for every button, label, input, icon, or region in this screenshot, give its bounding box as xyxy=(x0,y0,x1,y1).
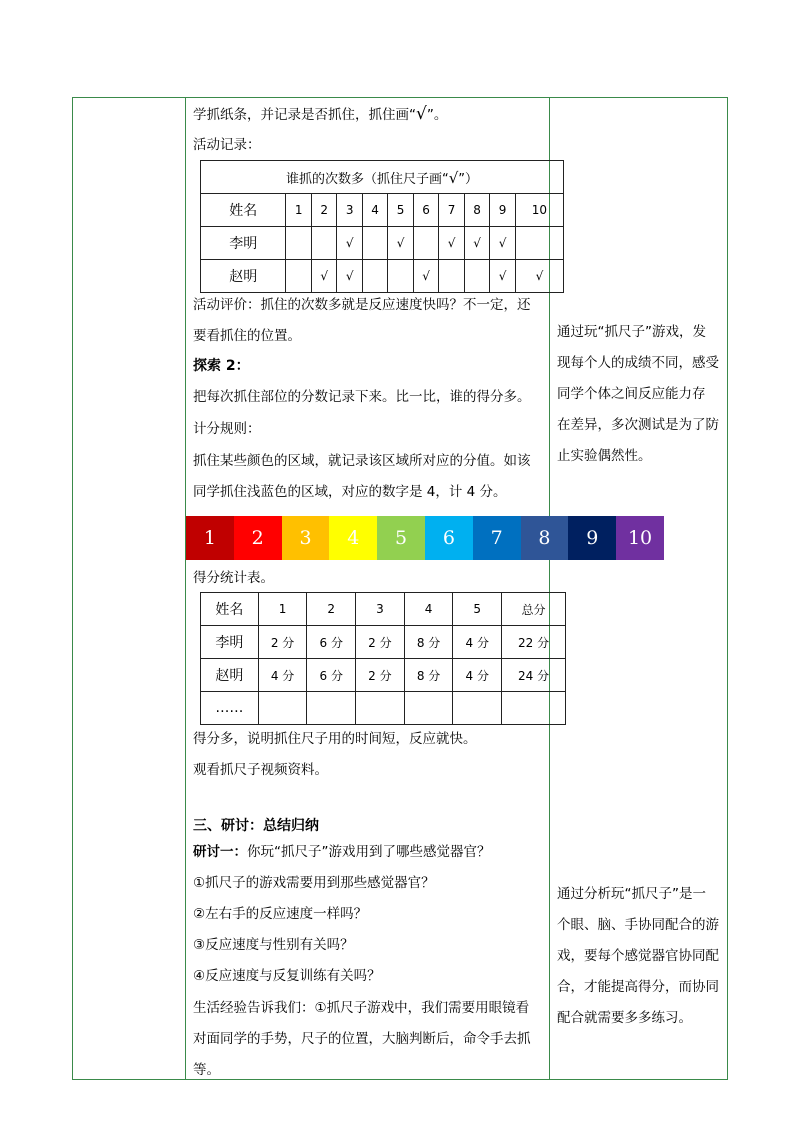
name-cell: 姓名 xyxy=(201,593,259,626)
record-cell: 8 xyxy=(464,194,490,227)
question-2: ②左右手的反应速度一样吗？ xyxy=(193,906,368,922)
score-cell: 1 xyxy=(258,593,307,626)
color-swatch-6: 6 xyxy=(425,516,473,560)
name-cell: 赵明 xyxy=(201,260,286,293)
life-experience-line1: 生活经验告诉我们：①抓尺子游戏中，我们需要用眼镜看 xyxy=(193,1000,530,1016)
record-cell xyxy=(286,260,311,293)
discussion1: 研讨一：你玩“抓尺子”游戏用到了哪些感觉器官？ xyxy=(193,844,491,860)
record-cell: √ xyxy=(490,260,516,293)
record-label: 活动记录： xyxy=(193,137,261,153)
score-cell: 2 分 xyxy=(356,659,405,692)
record-cell: √ xyxy=(515,260,563,293)
scoring-rule-label: 计分规则： xyxy=(193,421,261,437)
score-cell: 3 xyxy=(356,593,405,626)
record-cell: √ xyxy=(490,227,516,260)
record-cell: √ xyxy=(337,227,363,260)
record-cell xyxy=(413,227,439,260)
score-cell: 2 分 xyxy=(258,626,307,659)
intro-line: 学抓纸条，并记录是否抓住，抓住画“√”。 xyxy=(193,104,448,124)
score-cell: 6 分 xyxy=(307,626,356,659)
score-cell xyxy=(453,692,502,725)
score-cell: 8 分 xyxy=(404,626,453,659)
record-cell: √ xyxy=(439,227,465,260)
name-cell: 姓名 xyxy=(201,194,286,227)
score-table xyxy=(200,592,566,725)
record-cell: √ xyxy=(311,260,337,293)
score-cell: 4 分 xyxy=(453,626,502,659)
color-swatch-5: 5 xyxy=(377,516,425,560)
record-table-header xyxy=(201,194,564,227)
life-experience-line3: 等。 xyxy=(193,1062,220,1078)
score-cell: 4 分 xyxy=(258,659,307,692)
record-cell xyxy=(362,260,387,293)
color-swatch-2: 2 xyxy=(234,516,282,560)
score-cell: 2 xyxy=(307,593,356,626)
record-cell: 2 xyxy=(311,194,337,227)
side-note-2: 通过分析玩“抓尺子”是一 个眼、脑、手协同配合的游 戏，要每个感觉器官协同配 合，才能提高得分，而协同 配合就需要多多练习。 xyxy=(557,886,719,1026)
column-divider-left xyxy=(185,97,186,1080)
record-cell xyxy=(311,227,337,260)
score-cell: 24 分 xyxy=(502,659,566,692)
score-cell: 2 分 xyxy=(356,626,405,659)
record-cell xyxy=(362,227,387,260)
color-swatch-1: 1 xyxy=(186,516,234,560)
record-cell: √ xyxy=(388,227,414,260)
record-cell: 3 xyxy=(337,194,363,227)
record-cell: √ xyxy=(464,227,490,260)
score-table-row xyxy=(201,692,566,725)
score-cell: 5 xyxy=(453,593,502,626)
score-table-label: 得分统计表。 xyxy=(193,570,274,586)
record-cell: 5 xyxy=(388,194,414,227)
score-table-header xyxy=(201,593,566,626)
record-cell: 4 xyxy=(362,194,387,227)
score-cell: 总分 xyxy=(502,593,566,626)
name-cell: 李明 xyxy=(201,626,259,659)
record-cell xyxy=(439,260,465,293)
record-cell xyxy=(464,260,490,293)
color-swatch-4: 4 xyxy=(329,516,377,560)
record-table-row xyxy=(201,260,564,293)
record-cell xyxy=(388,260,414,293)
explore2-title: 探索 2： xyxy=(193,358,250,374)
record-cell: 6 xyxy=(413,194,439,227)
color-swatch-9: 9 xyxy=(568,516,616,560)
score-table-row xyxy=(201,659,566,692)
record-cell: 9 xyxy=(490,194,516,227)
score-table-row xyxy=(201,626,566,659)
scoring-rule-line1: 抓住某些颜色的区域，就记录该区域所对应的分值。如该 xyxy=(193,453,531,469)
video-text: 观看抓尺子视频资料。 xyxy=(193,762,328,778)
record-cell xyxy=(286,227,311,260)
color-swatch-7: 7 xyxy=(473,516,521,560)
score-cell xyxy=(307,692,356,725)
record-cell: 10 xyxy=(515,194,563,227)
score-cell: 6 分 xyxy=(307,659,356,692)
score-cell xyxy=(356,692,405,725)
score-cell: 22 分 xyxy=(502,626,566,659)
explore2-text: 把每次抓住部位的分数记录下来。比一比，谁的得分多。 xyxy=(193,389,531,405)
record-cell: 1 xyxy=(286,194,311,227)
section3-title: 三、研讨：总结归纳 xyxy=(193,818,319,834)
score-cell xyxy=(404,692,453,725)
score-cell xyxy=(502,692,566,725)
score-cell: 8 分 xyxy=(404,659,453,692)
score-cell: 4 分 xyxy=(453,659,502,692)
record-table-row xyxy=(201,227,564,260)
record-table xyxy=(200,160,564,293)
activity-evaluation-line2: 要看抓住的位置。 xyxy=(193,328,301,344)
life-experience-line2: 对面同学的手势，尺子的位置，大脑判断后，命令手去抓 xyxy=(193,1031,531,1047)
name-cell: 赵明 xyxy=(201,659,259,692)
record-cell: 7 xyxy=(439,194,465,227)
question-1: ①抓尺子的游戏需要用到那些感觉器官？ xyxy=(193,875,435,891)
record-cell: √ xyxy=(413,260,439,293)
color-swatch-10: 10 xyxy=(616,516,664,560)
name-cell: 李明 xyxy=(201,227,286,260)
color-swatch-3: 3 xyxy=(282,516,330,560)
side-note-1: 通过玩“抓尺子”游戏，发 现每个人的成绩不同，感受 同学个体之间反应能力存 在差异，多次测试是为了防 止实验偶然性。 xyxy=(557,324,719,464)
name-cell: …… xyxy=(201,692,259,725)
score-cell xyxy=(258,692,307,725)
record-table-caption: 谁抓的次数多（抓住尺子画“√”） xyxy=(201,161,564,194)
color-swatch-8: 8 xyxy=(521,516,569,560)
ruler-color-bar xyxy=(186,516,664,560)
activity-evaluation-line1: 活动评价：抓住的次数多就是反应速度快吗？不一定，还 xyxy=(193,297,531,313)
scoring-rule-line2: 同学抓住浅蓝色的区域，对应的数字是 4，计 4 分。 xyxy=(193,484,507,500)
conclusion-text: 得分多，说明抓住尺子用的时间短，反应就快。 xyxy=(193,731,477,747)
score-cell: 4 xyxy=(404,593,453,626)
question-4: ④反应速度与反复训练有关吗？ xyxy=(193,968,381,984)
record-cell xyxy=(515,227,563,260)
record-cell: √ xyxy=(337,260,363,293)
question-3: ③反应速度与性别有关吗？ xyxy=(193,937,354,953)
